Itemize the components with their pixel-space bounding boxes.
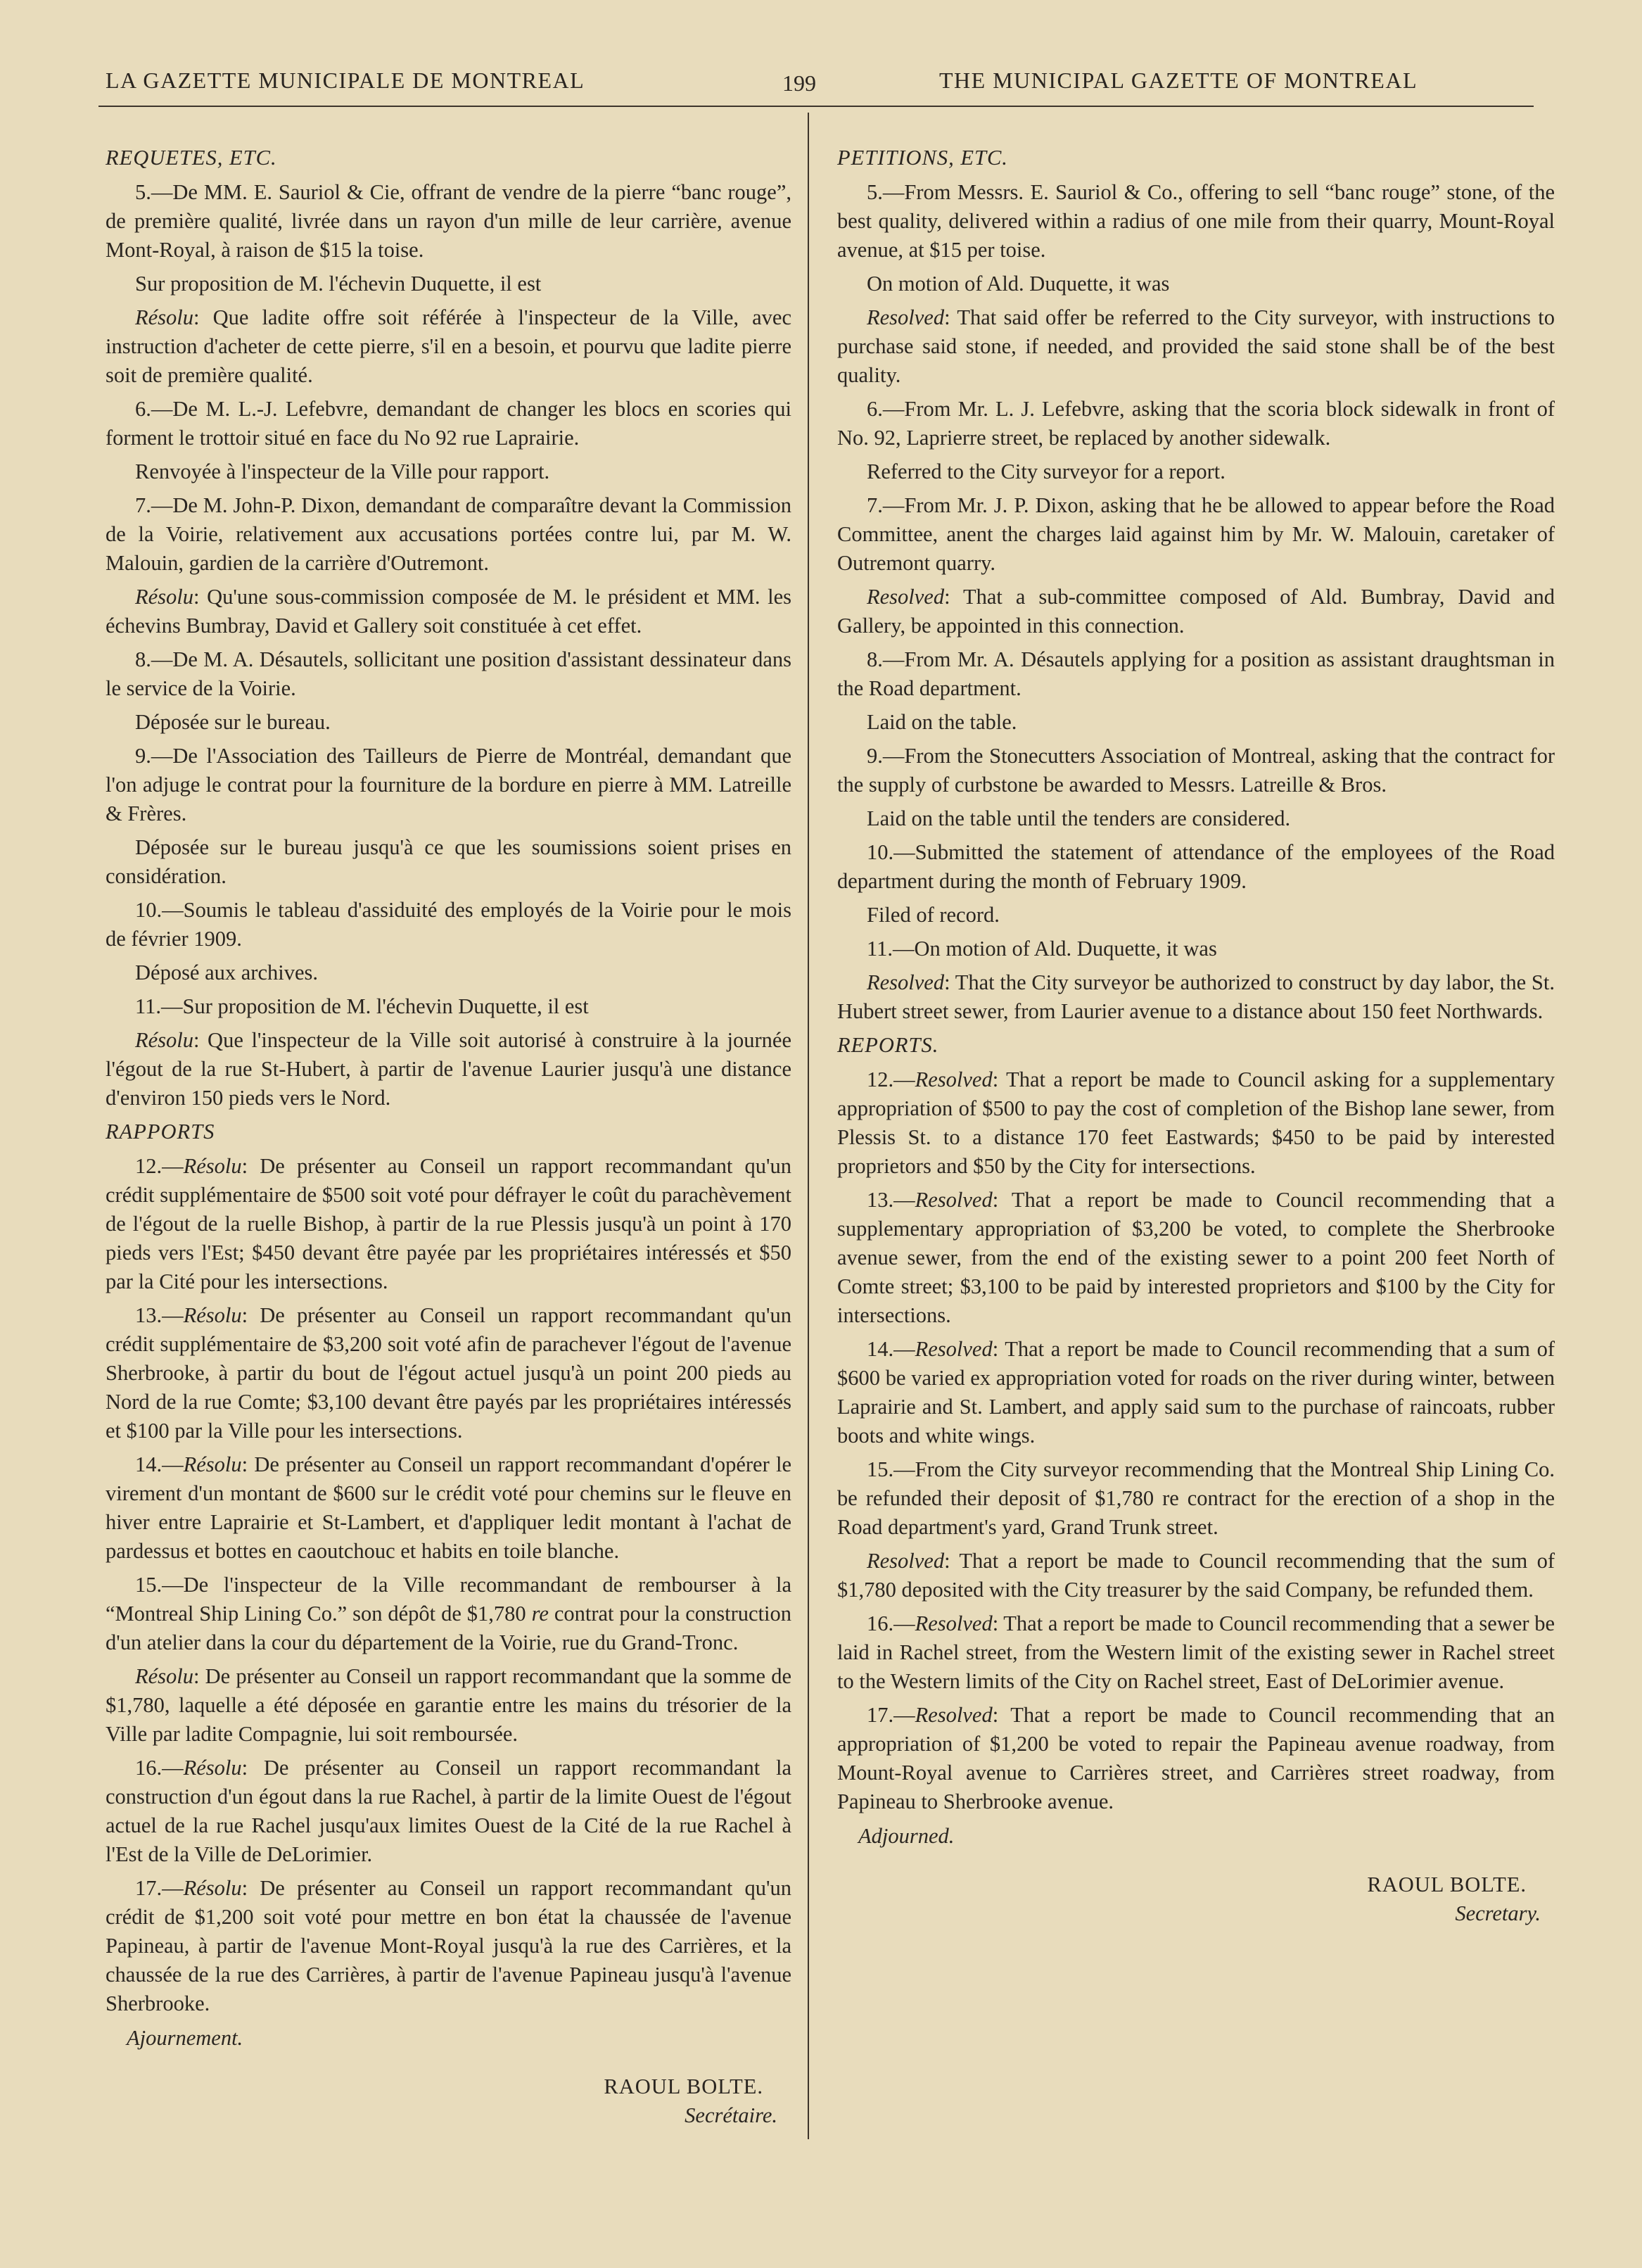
en-item-14	[837, 1335, 1555, 1450]
section-heading-requetes: REQUETES, ETC.	[106, 146, 277, 170]
resolution-text: : That a sub-committee composed of Ald. Bumbray, David and Gallery, be appointed in this connection.	[837, 585, 1555, 638]
fr-item-15	[106, 1571, 791, 1657]
en-item-7: 7.—From Mr. J. P. Dixon, asking that he be allowed to appear before the Road Committee, anent the charges laid against him by Mr. W. Malouin, caretaker of Outremont quarry.	[837, 493, 1555, 575]
page-number: 199	[782, 70, 816, 96]
header-rule	[98, 106, 1534, 107]
item-number: 13.—	[135, 1303, 184, 1327]
resolution-text: : Que ladite offre soit référée à l'inspecteur de la Ville, avec instruction d'acheter de cette pierre, s'il en a besoin, et pourvu que ladite pierre soit de première qualité.	[106, 305, 791, 387]
resolution-text: : That said offer be referred to the City surveyor, with instructions to purchase said stone, if needed, and provided the said stone shall be of the best quality.	[837, 305, 1555, 387]
en-item-5-motion: On motion of Ald. Duquette, it was	[867, 272, 1170, 296]
resolution-lead: Resolved	[867, 305, 945, 329]
section-heading-rapports: RAPPORTS	[106, 1120, 215, 1143]
item-text-italic: re	[531, 1602, 549, 1626]
fr-item-8-action: Déposée sur le bureau.	[135, 710, 331, 734]
adjournment: Ajournement.	[127, 2026, 243, 2050]
resolution-lead: Résolu	[183, 1154, 242, 1178]
en-item-10: 10.—Submitted the statement of attendance of the employees of the Road department during the month of February 1909.	[837, 840, 1555, 893]
en-item-12	[837, 1065, 1555, 1181]
signature-name: RAOUL BOLTE.	[1367, 1873, 1527, 1896]
item-number: 16.—	[867, 1611, 915, 1635]
resolution-text: : De présenter au Conseil un rapport recommandant que la somme de $1,780, laquelle a été déposée en garantie entre les mains du trésorier de la Ville par ladite Compagnie, lui soit remboursée.	[106, 1664, 791, 1746]
item-number: 17.—	[867, 1703, 915, 1727]
en-item-5: 5.—From Messrs. E. Sauriol & Co., offering to sell “banc rouge” stone, of the best quality, delivered within a radius of one mile from their quarry, Mount-Royal avenue, at $15 per toise.	[837, 180, 1555, 262]
resolution-lead: Résolu	[135, 1028, 194, 1052]
fr-item-6-action: Renvoyée à l'inspecteur de la Ville pour rapport.	[135, 460, 550, 483]
resolution-text: : Que l'inspecteur de la Ville soit autorisé à construire à la journée l'égout de la rue St-Hubert, à partir de l'avenue Laurier jusqu'à une distance d'environ 150 pieds vers le Nord.	[106, 1028, 791, 1110]
resolution-text: : De présenter au Conseil un rapport recommandant qu'un crédit supplémentaire de $500 soit voté pour défrayer le coût du parachèvement de l'égout de la ruelle Bishop, à partir de la rue Plessis jusqu'à un point à 170 pieds vers l'Est; $450 devant être payée par les propriétaires intéressés et $50 par la Cité pour les intersections.	[106, 1154, 791, 1293]
item-number: 12.—	[867, 1068, 915, 1091]
resolution-lead: Resolved	[915, 1068, 993, 1091]
adjournment: Adjourned.	[858, 1824, 955, 1848]
signature-name: RAOUL BOLTE.	[604, 2074, 763, 2098]
fr-item-11-resolution	[106, 1026, 791, 1113]
fr-item-7-resolution	[106, 583, 791, 640]
resolution-text: : That a report be made to Council recommending that a sum of $600 be varied ex appropriation voted for roads on the river during winter, between Laprairie and St. Lambert, and apply said sum to the purchase of raincoats, rubber boots and white wings.	[837, 1337, 1555, 1447]
item-number: 13.—	[867, 1188, 915, 1212]
resolution-lead: Resolved	[867, 1549, 945, 1573]
item-number: 12.—	[135, 1154, 184, 1178]
resolution-lead: Resolved	[915, 1611, 993, 1635]
resolution-lead: Resolved	[915, 1188, 993, 1212]
section-heading-reports: REPORTS.	[837, 1033, 939, 1057]
french-column	[106, 141, 791, 2130]
resolution-text: : De présenter au Conseil un rapport recommandant qu'un crédit de $1,200 soit voté pour mettre en bon état la chaussée de l'avenue Papineau, à partir de l'avenue Mont-Royal jusqu'à la rue des Carrières, et la chaussée de la rue des Carrières, à partir de l'avenue Papineau jusqu'à l'avenue Sherbrooke.	[106, 1876, 791, 2015]
fr-item-5-motion: Sur proposition de M. l'échevin Duquette, il est	[135, 272, 542, 296]
fr-item-16	[106, 1754, 791, 1869]
resolution-lead: Resolved	[867, 585, 945, 609]
resolution-lead: Résolu	[183, 1756, 242, 1780]
resolution-lead: Résolu	[183, 1303, 242, 1327]
resolution-text: : That a report be made to Council recommending that the sum of $1,780 deposited with the City treasurer by the said Company, be refunded them.	[837, 1549, 1555, 1602]
en-item-9-action: Laid on the table until the tenders are considered.	[867, 806, 1291, 830]
en-item-15: 15.—From the City surveyor recommending that the Montreal Ship Lining Co. be refunded their deposit of $1,780 re contract for the erection of a shop in the Road department's yard, Grand Trunk street.	[837, 1457, 1555, 1539]
fr-item-6: 6.—De M. L.-J. Lefebvre, demandant de changer les blocs en scories qui forment le trottoir situé en face du No 92 rue Laprairie.	[106, 397, 791, 450]
en-item-10-action: Filed of record.	[867, 903, 1000, 927]
resolution-text: : That a report be made to Council asking for a supplementary appropriation of $500 to pay the cost of completion of the Bishop lane sewer, from Plessis St. to a distance 170 feet Eastwards; $450 to be paid by interested proprietors and $50 by the City for intersections.	[837, 1068, 1555, 1178]
signature-title: Secrétaire.	[685, 2103, 777, 2127]
resolution-lead: Résolu	[183, 1876, 242, 1900]
item-number: 14.—	[135, 1452, 184, 1476]
item-number: 17.—	[135, 1876, 184, 1900]
resolution-text: : De présenter au Conseil un rapport recommandant qu'un crédit supplémentaire de $3,200 soit voté afin de parachever l'égout de l'avenue Sherbrooke, à partir du bout de l'égout actuel jusqu'à un point 200 pieds au Nord de la rue Comte; $3,100 devant être payés par les propriétaires intéressés et $100 par la Ville pour les intersections.	[106, 1303, 791, 1443]
fr-item-15-resolution	[106, 1662, 791, 1749]
en-item-17	[837, 1701, 1555, 1816]
en-item-15-resolution	[837, 1547, 1555, 1604]
fr-item-9: 9.—De l'Association des Tailleurs de Pierre de Montréal, demandant que l'on adjuge le contrat pour la fourniture de la bordure en pierre à MM. Latreille & Frères.	[106, 744, 791, 825]
resolution-lead: Résolu	[135, 305, 194, 329]
en-item-9: 9.—From the Stonecutters Association of Montreal, asking that the contract for the supply of curbstone be awarded to Messrs. Latreille & Bros.	[837, 744, 1555, 797]
fr-item-10-action: Déposé aux archives.	[135, 961, 318, 984]
resolution-text: : De présenter au Conseil un rapport recommandant la construction d'un égout dans la rue Rachel, à partir de la limite Ouest de l'égout actuel de la rue Rachel jusqu'aux limites Ouest de la Cité de la rue Rachel à l'Est de la Ville de DeLorimier.	[106, 1756, 791, 1866]
fr-item-10: 10.—Soumis le tableau d'assiduité des employés de la Voirie pour le mois de février 1909.	[106, 898, 791, 951]
section-heading-petitions: PETITIONS, ETC.	[837, 146, 1008, 170]
resolution-lead: Résolu	[135, 585, 194, 609]
column-divider	[808, 113, 809, 2139]
fr-item-5: 5.—De MM. E. Sauriol & Cie, offrant de vendre de la pierre “banc rouge”, de première qualité, livrée dans un rayon d'un mille de leur carrière, avenue Mont-Royal, à raison de $15 la toise.	[106, 180, 791, 262]
en-item-8: 8.—From Mr. A. Désautels applying for a position as assistant draughtsman in the Road department.	[837, 647, 1555, 700]
resolution-lead: Résolu	[135, 1664, 194, 1688]
fr-item-17	[106, 1874, 791, 2018]
resolution-lead: Resolved	[915, 1337, 993, 1361]
item-text: 15.—De l'inspecteur de la Ville recommandant de rembourser à la “Montreal Ship Lining Co.” son dépôt de $1,780	[106, 1573, 791, 1626]
en-item-5-resolution	[837, 303, 1555, 390]
fr-item-11: 11.—Sur proposition de M. l'échevin Duquette, il est	[135, 994, 589, 1018]
item-text: contrat pour la construction d'un atelier dans la cour du département de la Voirie, rue du Grand-Tronc.	[106, 1602, 791, 1654]
fr-item-9-action: Déposée sur le bureau jusqu'à ce que les soumissions soient prises en considération.	[106, 835, 791, 888]
en-item-6: 6.—From Mr. L. J. Lefebvre, asking that the scoria block sidewalk in front of No. 92, Laprierre street, be replaced by another sidewalk.	[837, 397, 1555, 450]
item-number: 16.—	[135, 1756, 184, 1780]
fr-item-8: 8.—De M. A. Désautels, sollicitant une position d'assistant dessinateur dans le service de la Voirie.	[106, 647, 791, 700]
header-left-title: LA GAZETTE MUNICIPALE DE MONTREAL	[106, 68, 585, 93]
resolution-text: : Qu'une sous-commission composée de M. le président et MM. les échevins Bumbray, David et Gallery soit constituée à cet effet.	[106, 585, 791, 638]
item-number: 14.—	[867, 1337, 915, 1361]
resolution-text: : That a report be made to Council recommending that a sewer be laid in Rachel street, from the Western limit of the existing sewer in Rachel street to the Western limits of the City on Rachel street, East of DeLorimier avenue.	[837, 1611, 1555, 1693]
resolution-text: : That a report be made to Council recommending that a supplementary appropriation of $3,200 be voted, to complete the Sherbrooke avenue sewer, from the end of the existing sewer to a point 200 feet North of Comte street; $3,100 to be paid by interested proprietors and $100 by the City for intersections.	[837, 1188, 1555, 1327]
en-item-11: 11.—On motion of Ald. Duquette, it was	[867, 937, 1217, 961]
fr-item-14	[106, 1450, 791, 1566]
en-item-6-action: Referred to the City surveyor for a report.	[867, 460, 1226, 483]
resolution-text: : De présenter au Conseil un rapport recommandant d'opérer le virement d'un montant de $600 sur le crédit voté pour chemins sur le fleuve en hiver entre Laprairie et St-Lambert, et d'appliquer ledit montant à l'achat de pardessus et bottes en caoutchouc et habits en toile blanche.	[106, 1452, 791, 1563]
en-item-16	[837, 1609, 1555, 1696]
en-item-8-action: Laid on the table.	[867, 710, 1017, 734]
en-item-11-resolution	[837, 968, 1555, 1026]
header-right-title: THE MUNICIPAL GAZETTE OF MONTREAL	[939, 68, 1418, 93]
resolution-lead: Résolu	[183, 1452, 242, 1476]
fr-item-5-resolution	[106, 303, 791, 390]
signature-title: Secretary.	[1455, 1901, 1541, 1925]
resolution-text: : That a report be made to Council recommending that an appropriation of $1,200 be voted to repair the Papineau avenue roadway, from Mount-Royal avenue to Carrières street, and Carrières street roadway, from Papineau to Sherbrooke avenue.	[837, 1703, 1555, 1813]
resolution-text: : That the City surveyor be authorized to construct by day labor, the St. Hubert street sewer, from Laurier avenue to a distance about 150 feet Northwards.	[837, 970, 1555, 1023]
fr-item-7: 7.—De M. John-P. Dixon, demandant de comparaître devant la Commission de la Voirie, relativement aux accusations portées contre lui, par M. W. Malouin, gardien de la carrière d'Outremont.	[106, 493, 791, 575]
resolution-lead: Resolved	[915, 1703, 993, 1727]
en-item-7-resolution	[837, 583, 1555, 640]
resolution-lead: Resolved	[867, 970, 945, 994]
english-column	[837, 141, 1555, 1928]
fr-item-13	[106, 1301, 791, 1445]
en-item-13	[837, 1186, 1555, 1330]
fr-item-12	[106, 1152, 791, 1296]
